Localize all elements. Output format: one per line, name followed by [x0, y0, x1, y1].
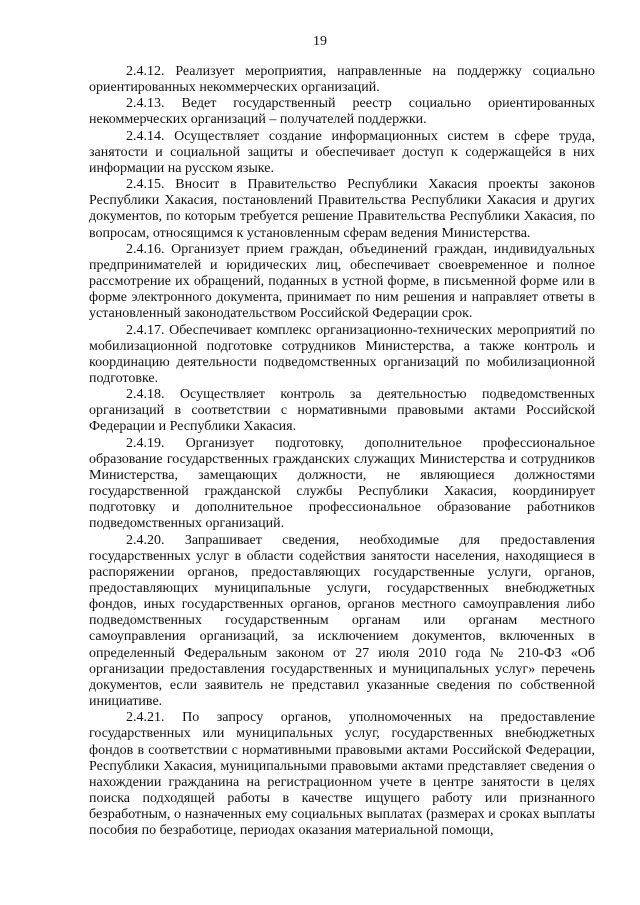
document-body: [89, 64, 595, 840]
paragraph-2-4-13: 2.4.13. Ведет государственный реестр социально ориентированных некоммерческих организаций – получателей поддержки.: [89, 96, 595, 128]
paragraph-2-4-18: 2.4.18. Осуществляет контроль за деятельностью подведомственных организаций в соответствии с нормативными правовыми актами Российской Федерации и Республики Хакасия.: [89, 387, 595, 435]
paragraph-2-4-17: 2.4.17. Обеспечивает комплекс организационно-технических мероприятий по мобилизационной подготовке сотрудников Министерства, а также контроль и координацию деятельности подведомственных организаций по мобилизационной подготовке.: [89, 322, 595, 386]
page-number: 19: [313, 34, 327, 49]
paragraph-2-4-20: 2.4.20. Запрашивает сведения, необходимые для предоставления государственных услуг в области содействия занятости населения, находящиеся в распоряжении органов, предоставляющих государственные услуги, органов, предоставляющих муниципальные услуги, государственных внебюджетных фондов, иных государственных органов, органов местного самоуправления либо подведомственных государственным органам или органам местного самоуправления организаций, за исключением документов, включенных в определенный Федеральным законом от 27 июля 2010 года № 210-ФЗ «Об организации предоставления государственных и муниципальных услуг» перечень документов, если заявитель не представил указанные сведения по собственной инициативе.: [89, 532, 595, 710]
paragraph-2-4-14: 2.4.14. Осуществляет создание информационных систем в сфере труда, занятости и социальной защиты и обеспечивает доступ к содержащейся в них информации на русском языке.: [89, 128, 595, 176]
paragraph-2-4-19: 2.4.19. Организует подготовку, дополнительное профессиональное образование государственных гражданских служащих Министерства и сотрудников Министерства, замещающих должности, не являющиеся должностями государственной гражданской службы Республики Хакасия, координирует подготовку и дополнительное профессиональное образование работников подведомственных организаций.: [89, 435, 595, 532]
paragraph-2-4-21: 2.4.21. По запросу органов, уполномоченных на предоставление государственных или муниципальных услуг, государственных внебюджетных фондов в соответствии с нормативными правовыми актами Российской Федерации, Республики Хакасия, муниципальными правовыми актами представляет сведения о нахождении гражданина на регистрационном учете в центре занятости в целях поиска подходящей работы в качестве ищущего работу или признанного безработным, о назначенных ему социальных выплатах (размерах и сроках выплаты пособия по безработице, периодах оказания материальной помощи,: [89, 710, 595, 839]
paragraph-2-4-15: 2.4.15. Вносит в Правительство Республики Хакасия проекты законов Республики Хакасия, постановлений Правительства Республики Хакасия и других документов, по которым требуется решение Правительства Республики Хакасия, по вопросам, относящимся к установленным сферам ведения Министерства.: [89, 177, 595, 241]
paragraph-2-4-12: 2.4.12. Реализует мероприятия, направленные на поддержку социально ориентированных некоммерческих организаций.: [89, 64, 595, 96]
paragraph-2-4-16: 2.4.16. Организует прием граждан, объединений граждан, индивидуальных предпринимателей и юридических лиц, обеспечивает своевременное и полное рассмотрение их обращений, поданных в устной форме, в письменной форме или в форме электронного документа, принимает по ним решения и направляет ответы в установленный законодательством Российской Федерации срок.: [89, 241, 595, 322]
